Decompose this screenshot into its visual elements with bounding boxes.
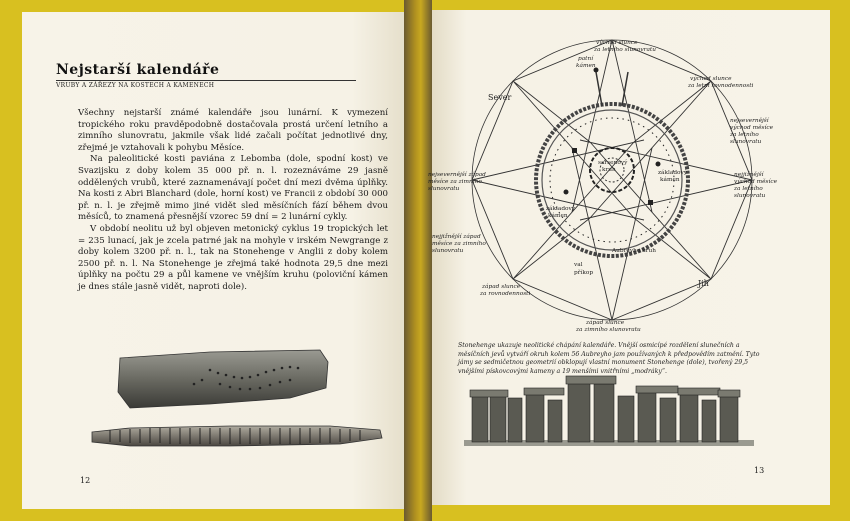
label-south: Jih (698, 279, 709, 288)
label-aubrey-circle: Aubreyho kruh (612, 248, 656, 254)
lebombo-bone (92, 426, 382, 446)
label-north-moonset: nejsevernější západ měsíce za zimního slunovratu (428, 172, 486, 192)
label-south-moonrise: nejjižnější východ měsíce za letního slunovratu (734, 172, 778, 199)
station-stone (648, 200, 653, 205)
aubrey-circle (550, 118, 674, 242)
paragraph-1: Všechny nejstarší známé kalendáře jsou lunární. K vymezení tropického roku pravděpodobně dostačovala prostá určení letního a zimního slunovratu, jakmile však lidé začali počítat jednotlivé dny, zřejmé je vztahovali k pohybu Měsíce. (78, 108, 388, 153)
label-south-moonset: nejjižnější západ měsíce za zimního slunovratu (432, 234, 486, 254)
paragraph-2: Na paleolitické kosti paviána z Lebomba (dole, spodní kost) ve Svazijsku z doby kolem 35 000 př. n. l. rozeznáváme 29 jasně oddělených vrubů, které zaznamenávají počet dní mezi dvěma úplňky. Na kosti z Abri Blanchard (dole, horní kost) ve Francii z období 30 000 př. n. l. je zřejmě mimo jiné vidět sled měsíčních fází během dvou měsíců, to znamená přesnější vzorec 59 dní = 2 lunární cykly. (78, 154, 388, 223)
label-sarsen-circle: sarsenový kruh (598, 160, 628, 173)
stonehenge-illustration (464, 374, 754, 448)
label-summer-sunrise: východ slunce za letního slunovratu (594, 40, 656, 53)
page-subtitle: VRUBY A ZÁŘEZY NA KOSTECH A KAMENECH (56, 82, 215, 89)
station-stone (564, 190, 569, 195)
bone-artifacts-illustration (90, 340, 390, 460)
label-station-stone-2: základový kámen (546, 206, 576, 219)
abri-blanchard-bone (118, 350, 328, 408)
label-equinox-sunrise: východ slunce za letní rovnodennosti (688, 76, 754, 89)
station-stone (572, 148, 577, 153)
figure-caption: Stonehenge ukazuje neolitické chápání kalendáře. Vnější osmicípé rozdělení slunečních a měsíčních jevů vytváří okruh kolem 56 Aubreyho jam používaných k předpovědím zatmění. Tyto jámy se sedmičetnou geometrií obklopují vlastní monument Stonehenge (dole), tvořený 29,5 vnějšími pískovcovými kameny a 19 menšími vnitřními „modráky“. (458, 342, 760, 375)
page-number-left: 12 (80, 476, 91, 485)
label-ditch: příkop (574, 270, 594, 276)
paragraph-3: V období neolitu už byl objeven metonický cyklus 19 tropických let = 235 lunací, jak je zcela patrné jak na mohyle v irském Newgrange z doby kolem 3200 př. n. l., tak na Stonehenge v Anglii z doby kolem 2500 př. n. l. Na Stonehenge je zřejmá také hodnota 29,5 dne mezi úplňky na počtu 29 a půl kamene ve vnějším kruhu (poloviční kámen je dnes stále jasně vidět, naproti dole). (78, 223, 388, 292)
label-north-moonrise: nejsevernější východ měsíce za letního slunovratu (730, 118, 774, 145)
octagram-lines (472, 40, 752, 320)
label-bank: val (574, 262, 583, 268)
stonehenge-diagram (426, 10, 830, 340)
page-number-right: 13 (754, 466, 765, 475)
label-heel-stone: patní kámen (576, 56, 596, 69)
station-stone (656, 162, 661, 167)
label-winter-sunset: západ slunce za zimního slunovratu (576, 320, 641, 333)
title-divider (56, 80, 356, 81)
label-equinox-sunset: západ slunce za rovnodennosti (480, 284, 531, 297)
label-station-stone-1: základový kámen (658, 170, 688, 183)
label-north: Sever (488, 93, 512, 102)
page-title: Nejstarší kalendáře (56, 62, 220, 78)
body-text (78, 108, 388, 294)
